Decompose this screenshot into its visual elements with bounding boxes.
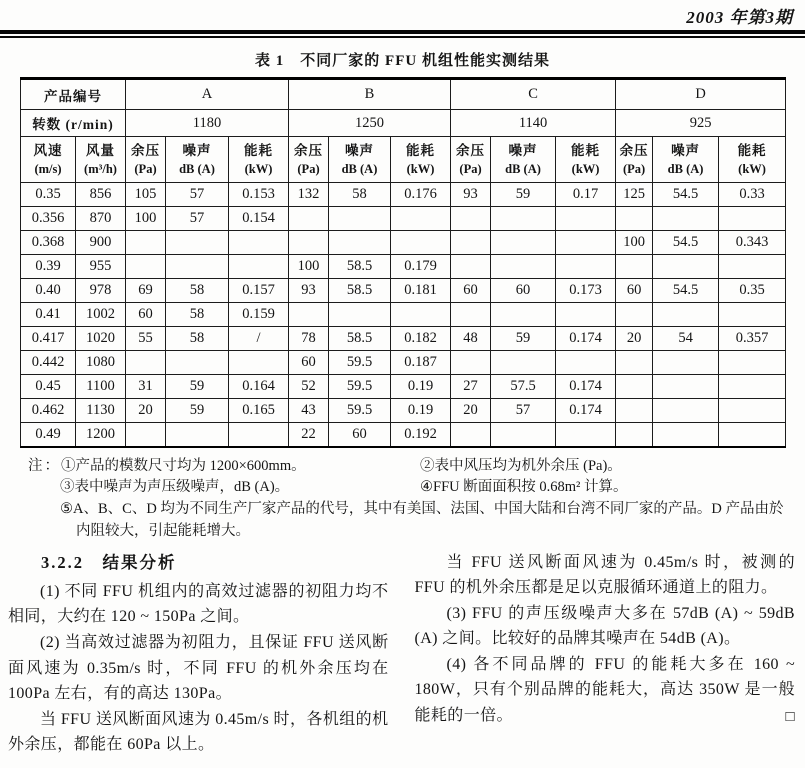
- table-cell: [229, 255, 289, 279]
- product-id-label-cell: 产品编号: [21, 79, 126, 110]
- table-cell: [653, 399, 719, 423]
- table-cell: [166, 231, 229, 255]
- table-cell: 59: [166, 375, 229, 399]
- table-cell: 54.5: [653, 183, 719, 207]
- table-cell: 0.173: [556, 279, 616, 303]
- column-header-cell: 余压 (Pa): [616, 137, 653, 183]
- table-cell: [451, 303, 491, 327]
- table-cell: [289, 207, 329, 231]
- table-cell: 20: [616, 327, 653, 351]
- table-cell: 59: [491, 183, 556, 207]
- table-cell: 100: [289, 255, 329, 279]
- table-cell: [653, 375, 719, 399]
- table-cell: [653, 423, 719, 447]
- column-header-cell: 风速 (m/s): [21, 137, 76, 183]
- note-item-4: ④FFU 断面面积按 0.68m² 计算。: [420, 479, 628, 496]
- table-cell: 54: [653, 327, 719, 351]
- table-cell: [719, 375, 786, 399]
- table-cell: 27: [451, 375, 491, 399]
- table-cell: 58: [166, 279, 229, 303]
- column-header-cell: 噪声 dB (A): [653, 137, 719, 183]
- table-cell: [451, 351, 491, 375]
- table-cell: 60: [289, 351, 329, 375]
- table-cell: 60: [616, 279, 653, 303]
- table-cell: 93: [451, 183, 491, 207]
- paragraph: (3) FFU 的声压级噪声大多在 57dB (A) ~ 59dB (A) 之间。比较好的品牌其噪声在 54dB (A)。: [414, 604, 795, 648]
- table-cell: 55: [126, 327, 166, 351]
- table-cell: [289, 231, 329, 255]
- table-cell: [653, 351, 719, 375]
- table-cell: 58: [166, 303, 229, 327]
- table-cell: 60: [329, 423, 391, 447]
- table-cell: 31: [126, 375, 166, 399]
- column-header-cell: 余压 (Pa): [126, 137, 166, 183]
- table-cell: 125: [616, 183, 653, 207]
- table-notes: [28, 456, 790, 543]
- table-cell: [653, 207, 719, 231]
- table-cell: 22: [289, 423, 329, 447]
- table-cell: [491, 423, 556, 447]
- header-rule-thick: [0, 30, 805, 34]
- note-item-1: ①产品的模数尺寸均为 1200×600mm。: [61, 457, 306, 474]
- table-cell: [451, 231, 491, 255]
- table-cell: 0.174: [556, 375, 616, 399]
- table-cell: 54.5: [653, 279, 719, 303]
- table-cell: 78: [289, 327, 329, 351]
- table-cell: 0.417: [21, 327, 76, 351]
- table-cell: 0.356: [21, 207, 76, 231]
- table-cell: 0.35: [719, 279, 786, 303]
- notes-label: 注：: [28, 457, 61, 474]
- table-cell: 900: [76, 231, 126, 255]
- product-name-cell: B: [289, 79, 451, 110]
- table-cell: [126, 351, 166, 375]
- column-header-cell: 余压 (Pa): [451, 137, 491, 183]
- table-cell: [616, 399, 653, 423]
- table-cell: 0.343: [719, 231, 786, 255]
- table-cell: [391, 207, 451, 231]
- paragraph: 当 FFU 送风断面风速为 0.45m/s 时，被测的 FFU 的机外余压都是足以克服循环通道上的阻力。: [414, 553, 795, 597]
- product-name-cell: C: [451, 79, 616, 110]
- table-cell: 0.462: [21, 399, 76, 423]
- table-cell: [126, 231, 166, 255]
- table-cell: [719, 255, 786, 279]
- table-cell: [556, 255, 616, 279]
- table-cell: 0.39: [21, 255, 76, 279]
- table-cell: 0.19: [391, 399, 451, 423]
- table-cell: 0.45: [21, 375, 76, 399]
- table-cell: [451, 423, 491, 447]
- table-cell: [229, 231, 289, 255]
- table-cell: [166, 255, 229, 279]
- table-cell: 69: [126, 279, 166, 303]
- column-header-cell: 能耗 (kW): [229, 137, 289, 183]
- table-cell: 1080: [76, 351, 126, 375]
- product-rpm-cell: 1180: [126, 110, 289, 137]
- section-heading: 3.2.2 结果分析: [41, 552, 177, 572]
- table-cell: 48: [451, 327, 491, 351]
- table-cell: [451, 255, 491, 279]
- paragraph: 当 FFU 送风断面风速为 0.45m/s 时，各机组的机外余压，都能在 60Pa 以上。: [8, 710, 389, 754]
- table-cell: 1020: [76, 327, 126, 351]
- table-cell: [491, 231, 556, 255]
- table-cell: 100: [126, 207, 166, 231]
- table-cell: 20: [126, 399, 166, 423]
- table-cell: [616, 375, 653, 399]
- column-header-cell: 能耗 (kW): [556, 137, 616, 183]
- table-cell: [616, 255, 653, 279]
- table-cell: [556, 423, 616, 447]
- table-cell: 0.165: [229, 399, 289, 423]
- table-cell: [616, 303, 653, 327]
- table-cell: 0.153: [229, 183, 289, 207]
- table-cell: 0.41: [21, 303, 76, 327]
- table-cell: [166, 351, 229, 375]
- table-cell: 0.182: [391, 327, 451, 351]
- table-cell: [653, 255, 719, 279]
- table-cell: 59: [491, 327, 556, 351]
- table-cell: 0.187: [391, 351, 451, 375]
- table-cell: 1002: [76, 303, 126, 327]
- table-cell: 870: [76, 207, 126, 231]
- column-header-cell: 噪声 dB (A): [491, 137, 556, 183]
- table-cell: 57: [166, 207, 229, 231]
- table-cell: [329, 231, 391, 255]
- table-cell: [556, 303, 616, 327]
- note-line: [28, 456, 420, 478]
- product-rpm-cell: 1140: [451, 110, 616, 137]
- table-cell: [653, 303, 719, 327]
- article-body: [8, 550, 795, 759]
- table-cell: 856: [76, 183, 126, 207]
- table-cell: [329, 303, 391, 327]
- table-cell: [391, 303, 451, 327]
- rpm-label-cell: 转数 (r/min): [21, 110, 126, 137]
- table-cell: 0.368: [21, 231, 76, 255]
- table-cell: 0.19: [391, 375, 451, 399]
- table-cell: 54.5: [653, 231, 719, 255]
- table-cell: 93: [289, 279, 329, 303]
- column-header-cell: 风量 (m³/h): [76, 137, 126, 183]
- table-cell: 58.5: [329, 279, 391, 303]
- table-cell: [126, 255, 166, 279]
- table-cell: 0.174: [556, 327, 616, 351]
- journal-issue-label: 2003 年第3期: [686, 8, 793, 27]
- table-cell: [616, 423, 653, 447]
- table-cell: [451, 207, 491, 231]
- table-cell: [719, 207, 786, 231]
- table-cell: 57: [166, 183, 229, 207]
- table-cell: [719, 351, 786, 375]
- table-cell: 0.49: [21, 423, 76, 447]
- table-title: 表 1 不同厂家的 FFU 机组性能实测结果: [255, 53, 550, 69]
- product-name-cell: A: [126, 79, 289, 110]
- table-cell: [719, 303, 786, 327]
- table-cell: 0.174: [556, 399, 616, 423]
- table-cell: 60: [126, 303, 166, 327]
- paragraph: [415, 652, 796, 729]
- product-name-cell: D: [616, 79, 786, 110]
- table-cell: 0.179: [391, 255, 451, 279]
- table-cell: [556, 207, 616, 231]
- table-cell: [229, 423, 289, 447]
- column-header-cell: 能耗 (kW): [391, 137, 451, 183]
- table-cell: 0.17: [556, 183, 616, 207]
- table-cell: 0.154: [229, 207, 289, 231]
- product-rpm-cell: 925: [616, 110, 786, 137]
- table-cell: [391, 231, 451, 255]
- table-cell: [616, 207, 653, 231]
- table-cell: 100: [616, 231, 653, 255]
- table-cell: [719, 423, 786, 447]
- table-cell: 58: [329, 183, 391, 207]
- table-cell: 0.442: [21, 351, 76, 375]
- table-cell: 59.5: [329, 351, 391, 375]
- table-cell: 59.5: [329, 375, 391, 399]
- paragraph: (1) 不同 FFU 机组内的高效过滤器的初阻力均不相同，大约在 120 ~ 150Pa 之间。: [8, 582, 389, 626]
- body-column-left: [8, 550, 389, 759]
- table-cell: [491, 351, 556, 375]
- ffu-performance-table: [20, 77, 786, 448]
- column-header-cell: 余压 (Pa): [289, 137, 329, 183]
- table-cell: 0.40: [21, 279, 76, 303]
- article-end-mark: □: [785, 709, 795, 726]
- table-cell: [556, 231, 616, 255]
- table-cell: [229, 351, 289, 375]
- table-cell: [556, 351, 616, 375]
- table-cell: 58.5: [329, 255, 391, 279]
- table-cell: [491, 303, 556, 327]
- table-cell: 57: [491, 399, 556, 423]
- table-cell: 60: [491, 279, 556, 303]
- table-cell: [126, 423, 166, 447]
- table-cell: 57.5: [491, 375, 556, 399]
- table-cell: 59.5: [329, 399, 391, 423]
- table-cell: 0.164: [229, 375, 289, 399]
- table-cell: 1200: [76, 423, 126, 447]
- column-header-cell: 能耗 (kW): [719, 137, 786, 183]
- table-cell: 0.181: [391, 279, 451, 303]
- table-cell: 1100: [76, 375, 126, 399]
- table-cell: [616, 351, 653, 375]
- table-cell: 59: [166, 399, 229, 423]
- column-header-cell: 噪声 dB (A): [329, 137, 391, 183]
- table-cell: 60: [451, 279, 491, 303]
- table-cell: 955: [76, 255, 126, 279]
- table-cell: 0.176: [391, 183, 451, 207]
- table-cell: 132: [289, 183, 329, 207]
- table-cell: [491, 255, 556, 279]
- column-header-cell: 噪声 dB (A): [166, 137, 229, 183]
- table-cell: 0.35: [21, 183, 76, 207]
- table-cell: 43: [289, 399, 329, 423]
- table-cell: 105: [126, 183, 166, 207]
- table-cell: 20: [451, 399, 491, 423]
- product-rpm-cell: 1250: [289, 110, 451, 137]
- paragraph-text: (4) 各不同品牌的 FFU 的能耗大多在 160 ~ 180W，只有个别品牌的能耗大，高达 350W 是一般能耗的一倍。: [414, 655, 795, 725]
- table-cell: [719, 399, 786, 423]
- table-cell: [166, 423, 229, 447]
- table-cell: 58.5: [329, 327, 391, 351]
- table-cell: 0.159: [229, 303, 289, 327]
- table-cell: [491, 207, 556, 231]
- table-cell: 0.357: [719, 327, 786, 351]
- table-cell: [329, 207, 391, 231]
- table-cell: 0.157: [229, 279, 289, 303]
- header-rule-thin: [0, 36, 805, 38]
- body-column-right: [415, 550, 796, 759]
- table-cell: 0.192: [391, 423, 451, 447]
- table-cell: 52: [289, 375, 329, 399]
- paragraph: (2) 当高效过滤器为初阻力，且保证 FFU 送风断面风速为 0.35m/s 时，不同 FFU 的机外余压均在 100Pa 左右，有的高达 130Pa。: [8, 634, 389, 703]
- table-cell: /: [229, 327, 289, 351]
- table-cell: 1130: [76, 399, 126, 423]
- table-cell: 58: [166, 327, 229, 351]
- note-item-3: ③表中噪声为声压级噪声，dB (A)。: [60, 479, 290, 496]
- table-cell: [289, 303, 329, 327]
- table-cell: 0.33: [719, 183, 786, 207]
- note-item-5: ⑤A、B、C、D 均为不同生产厂家产品的代号，其中有美国、法国、中国大陆和台湾不同厂家的产品。D 产品由於内阻较大，引起能耗增大。: [60, 501, 784, 539]
- note-item-2: ②表中风压均为机外余压 (Pa)。: [420, 457, 622, 474]
- table-cell: 978: [76, 279, 126, 303]
